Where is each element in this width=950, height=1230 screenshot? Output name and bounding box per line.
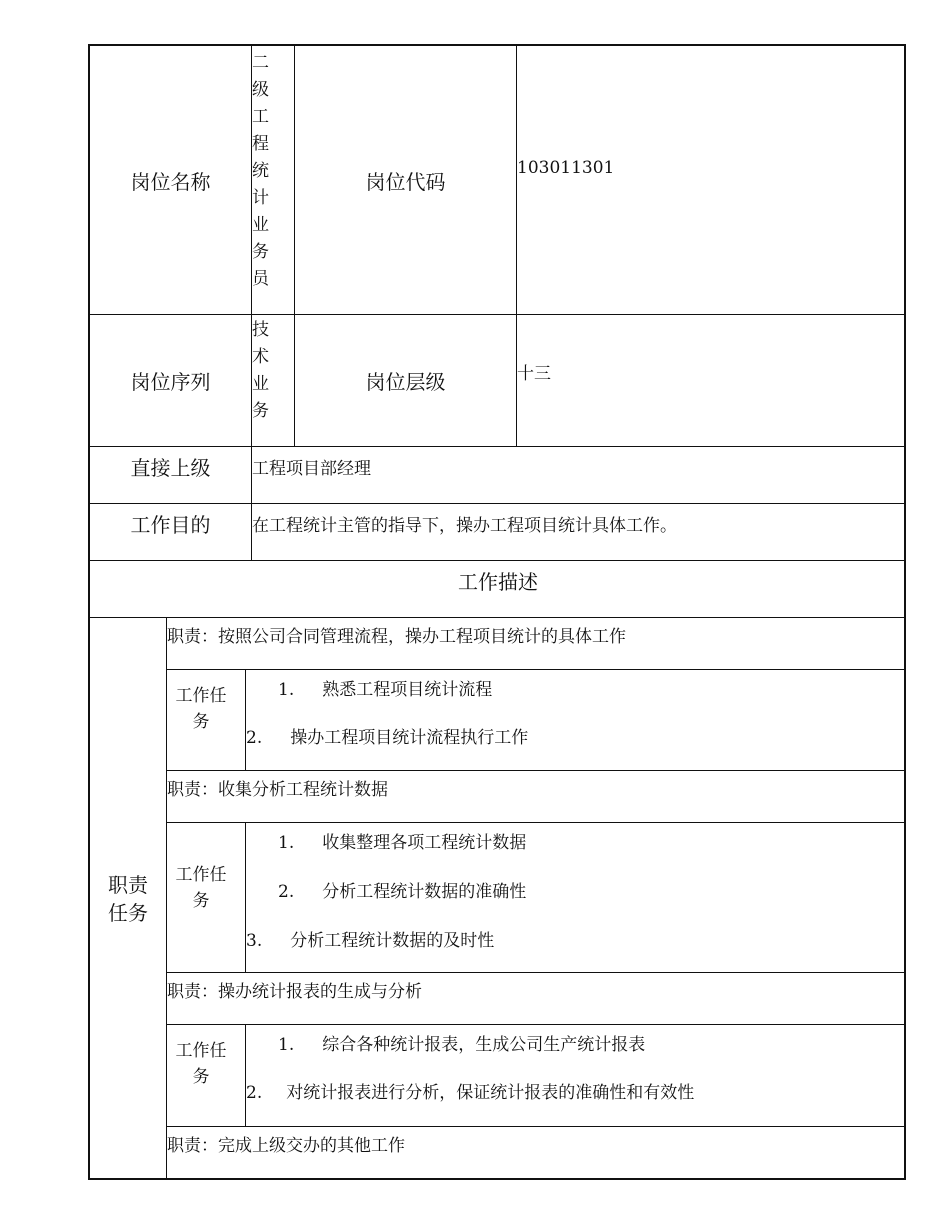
- superior-label: 直接上级: [130, 455, 211, 480]
- superior-value: 工程项目部经理: [252, 459, 371, 479]
- duty-1-title: 职责：按照公司合同管理流程，操办工程项目统计的具体工作: [167, 627, 626, 647]
- position-level-value: 十三: [517, 364, 551, 384]
- purpose-label: 工作目的: [130, 512, 211, 537]
- purpose-value: 在工程统计主管的指导下，操办工程项目统计具体工作。: [252, 516, 677, 536]
- duty-3-task-1: 1. 综合各种统计报表，生成公司生产统计报表: [278, 1035, 646, 1055]
- duty-1-task-2: 2. 操办工程项目统计流程执行工作: [246, 728, 529, 748]
- position-name-label: 岗位名称: [130, 169, 211, 194]
- duty-2-task-label: 工作任务: [175, 864, 227, 911]
- duty-2-title: 职责：收集分析工程统计数据: [167, 780, 388, 800]
- duty-1-task-1: 1. 熟悉工程项目统计流程: [278, 680, 493, 700]
- description-title: 工作描述: [458, 569, 538, 594]
- position-series-label: 岗位序列: [130, 370, 211, 394]
- duty-1-task-label: 工作任务: [175, 686, 227, 732]
- duties-label: 职责任务: [108, 873, 148, 925]
- job-description-table: [88, 44, 906, 1180]
- duty-3-task-2: 2. 对统计报表进行分析，保证统计报表的准确性和有效性: [246, 1083, 695, 1103]
- position-code-label: 岗位代码: [365, 169, 446, 194]
- duty-3-task-label: 工作任务: [175, 1041, 227, 1087]
- duty-2-task-1: 1. 收集整理各项工程统计数据: [278, 833, 527, 853]
- duty-4-title: 职责：完成上级交办的其他工作: [167, 1136, 405, 1156]
- duty-2-task-3: 3. 分析工程统计数据的及时性: [246, 931, 495, 951]
- position-code-value: 103011301: [517, 158, 615, 178]
- duty-2-task-2: 2. 分析工程统计数据的准确性: [278, 882, 527, 902]
- duty-3-title: 职责：操办统计报表的生成与分析: [167, 982, 422, 1002]
- position-series-value: 技术业务: [252, 320, 269, 421]
- position-level-label: 岗位层级: [365, 370, 446, 394]
- position-name-value: 二级工程统计业务员: [252, 53, 269, 289]
